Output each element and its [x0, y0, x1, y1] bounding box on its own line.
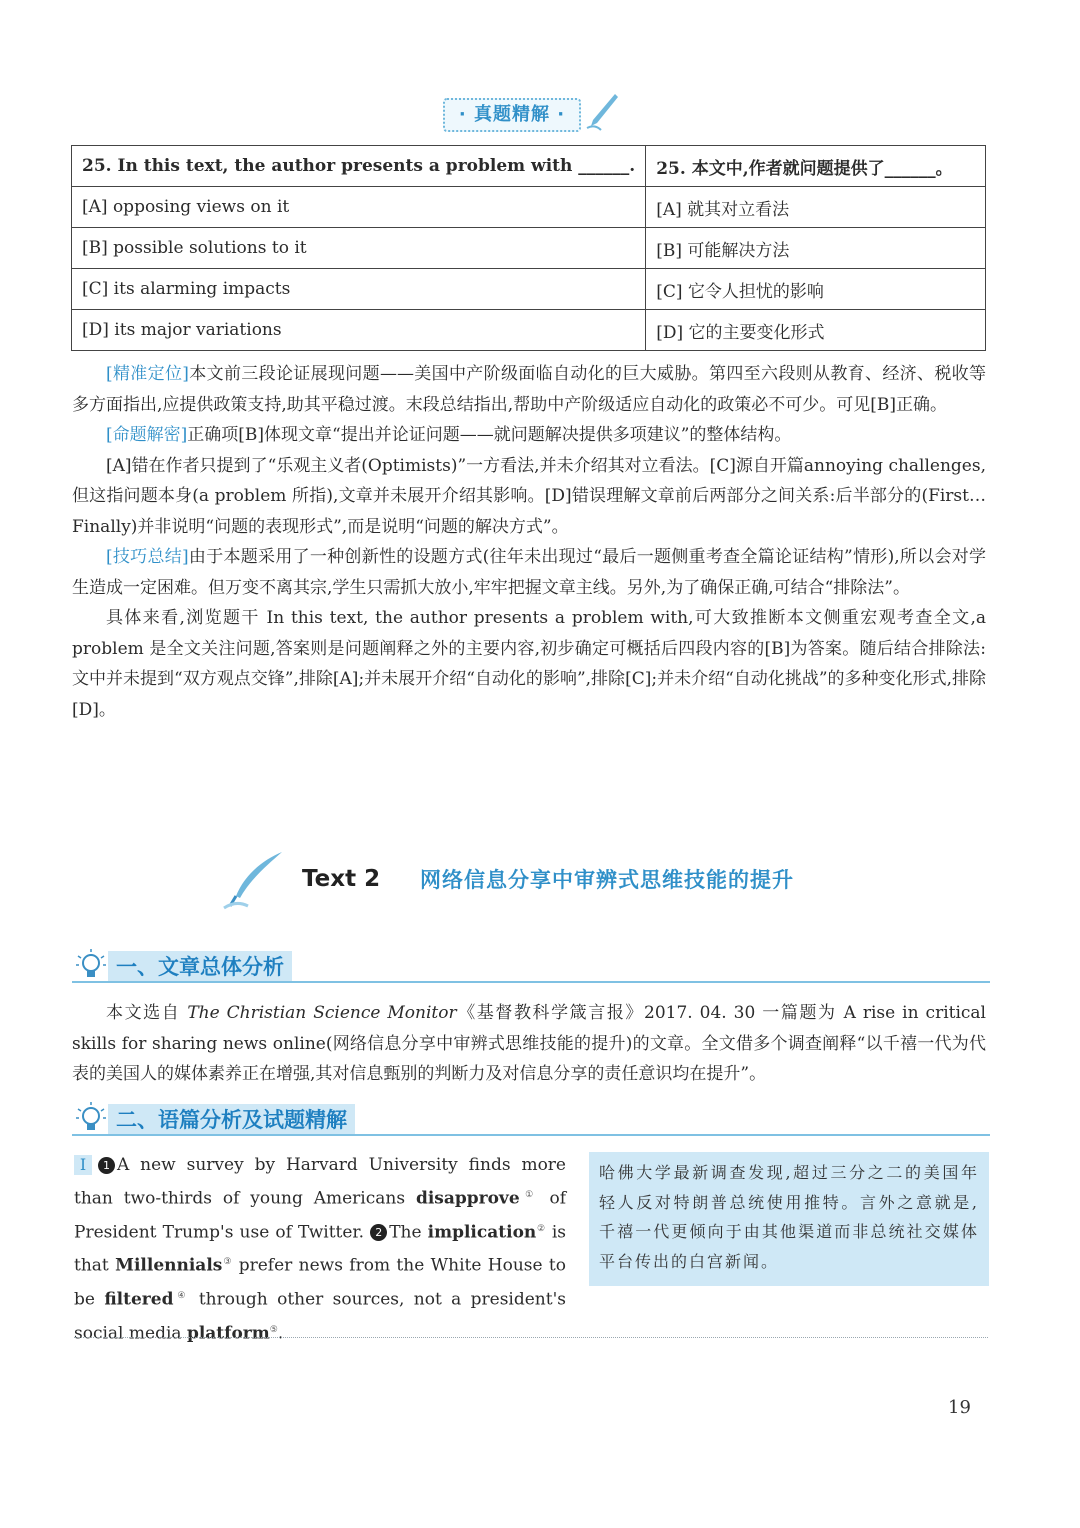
analysis-paragraph	[72, 451, 986, 543]
option-d-zh: [D] 它的主要变化形式	[646, 310, 986, 351]
passage-text: The	[389, 1222, 428, 1243]
vocab-note: ⑤	[269, 1324, 278, 1335]
text-number: Text 2	[302, 866, 381, 892]
passage-text: of President Trump's use of Twitter.	[74, 1188, 566, 1243]
paragraph-text: [A]错在作者只提到了“乐观主义者(Optimists)”一方看法,并未介绍其对立看法。[C]源自开篇annoying challenges,但这指问题本身(a problem 所指),文章并未展开介绍其影响。[D]错误理解文章前后两部分之间关系:后半部分的(First…Finally)并非说明“问题的表现形式”,而是说明“问题的解决方式”。	[72, 455, 986, 537]
passage-text: is that	[74, 1222, 566, 1276]
translation-box: 哈佛大学最新调查发现,超过三分之二的美国年轻人反对特朗普总统使用推特。言外之意就是,千禧一代更倾向于由其他渠道而非总统社交媒体平台传出的白宫新闻。	[589, 1152, 989, 1286]
sentence-number: 2	[370, 1224, 387, 1241]
question-table	[71, 145, 986, 351]
vocab-note: ③	[222, 1257, 233, 1268]
section-heading-overview: 一、文章总体分析	[108, 951, 292, 983]
option-c-en: [C] its alarming impacts	[72, 269, 646, 310]
sentence-number: 1	[98, 1157, 115, 1174]
paragraph-text: 具体来看,浏览题干 In this text, the author presents a problem with,可大致推断本文侧重宏观考查全文,a problem 是全文关注问题,答案则是问题阐释之外的主要内容,初步确定可概括后四段内容的[B]为答案。随后结合排除法:文中并未提到“双方观点交锋”,排除[A];并未展开介绍“自动化的影响”,排除[C];并未介绍“自动化挑战”的多种变化形式,排除[D]。	[72, 608, 986, 720]
option-a-zh: [A] 就其对立看法	[646, 187, 986, 228]
vocab-note: ②	[536, 1223, 546, 1234]
source-name: The Christian Science Monitor	[187, 1003, 457, 1023]
option-b-zh: [B] 可能解决方法	[646, 228, 986, 269]
overview-text: 本文选自	[106, 1003, 188, 1023]
passage-text: .	[277, 1323, 284, 1344]
table-row	[72, 187, 986, 228]
analysis-paragraph	[72, 420, 986, 451]
text-title: 网络信息分享中审辨式思维技能的提升	[420, 868, 794, 892]
feather-pen-icon	[222, 850, 286, 910]
table-row	[72, 228, 986, 269]
section-divider	[72, 1134, 990, 1136]
overview-text: 《基督教科学箴言报》2017. 04. 30 一篇题为 A rise in critical skills for sharing news online(网络信息分享中审辨式思维技能的提升)的文章。全文借多个调查阐释“以千禧一代为代表的美国人的媒体素养正在增强,其对信息甄别的判断力及对信息分享的责任意识均在提升”。	[72, 1003, 986, 1084]
passage-text: prefer news from the White House to be	[74, 1255, 566, 1310]
option-b-en: [B] possible solutions to it	[72, 228, 646, 269]
analysis-paragraph	[72, 359, 986, 420]
option-c-zh: [C] 它令人担忧的影响	[646, 269, 986, 310]
lightbulb-icon	[74, 948, 108, 984]
question-stem-zh: 25. 本文中,作者就问题提供了______。	[646, 146, 986, 187]
overview-paragraph	[72, 998, 986, 1090]
section-badge: · 真题精解 ·	[443, 98, 581, 132]
tag-skills: [技巧总结]	[106, 547, 189, 567]
table-row	[72, 269, 986, 310]
paragraph-text: 正确项[B]体现文章“提出并论证问题——就问题解决提供多项建议”的整体结构。	[187, 425, 792, 445]
option-d-en: [D] its major variations	[72, 310, 646, 351]
option-a-en: [A] opposing views on it	[72, 187, 646, 228]
paragraph-number: I	[74, 1155, 92, 1175]
vocab-note: ①	[519, 1190, 539, 1200]
table-row	[72, 146, 986, 187]
analysis-paragraph	[72, 603, 986, 725]
passage-paragraph	[74, 1150, 566, 1348]
paragraph-text: 由于本题采用了一种创新性的设题方式(往年未出现过“最后一题侧重考查全篇论证结构”情形),所以会对学生造成一定困难。但万变不离其宗,学生只需抓大放小,牢牢把握文章主线。另外,为了确保正确,可结合“排除法”。	[72, 547, 986, 598]
tag-decode: [命题解密]	[106, 425, 188, 445]
vocab-word: Millennials	[115, 1255, 223, 1276]
vocab-note: ④	[173, 1290, 190, 1301]
section-divider	[72, 981, 990, 983]
paragraph-text: 本文前三段论证展现问题——美国中产阶级面临自动化的巨大威胁。第四至六段则从教育、经济、税收等多方面指出,应提供政策支持,助其平稳过渡。末段总结指出,帮助中产阶级适应自动化的政策必不可少。可见[B]正确。	[72, 364, 987, 415]
vocab-word: filtered	[104, 1289, 174, 1310]
vocab-word: platform	[186, 1323, 270, 1344]
analysis-block	[72, 359, 986, 725]
analysis-paragraph	[72, 542, 986, 603]
lightbulb-icon	[74, 1101, 108, 1137]
section-heading-discourse: 二、语篇分析及试题精解	[108, 1104, 355, 1136]
dotted-divider	[74, 1337, 988, 1338]
vocab-word: implication	[427, 1222, 537, 1243]
passage-text: A new survey by Harvard University finds more than two-thirds of young Americans	[74, 1155, 566, 1209]
tag-positioning: [精准定位]	[106, 364, 189, 384]
page-number: 19	[948, 1397, 971, 1418]
table-row	[72, 310, 986, 351]
passage-text: through other sources, not a president's social media	[74, 1289, 566, 1344]
question-stem-en: 25. In this text, the author presents a problem with ______.	[72, 146, 646, 187]
vocab-word: disapprove	[415, 1188, 520, 1209]
pen-icon	[583, 92, 619, 132]
